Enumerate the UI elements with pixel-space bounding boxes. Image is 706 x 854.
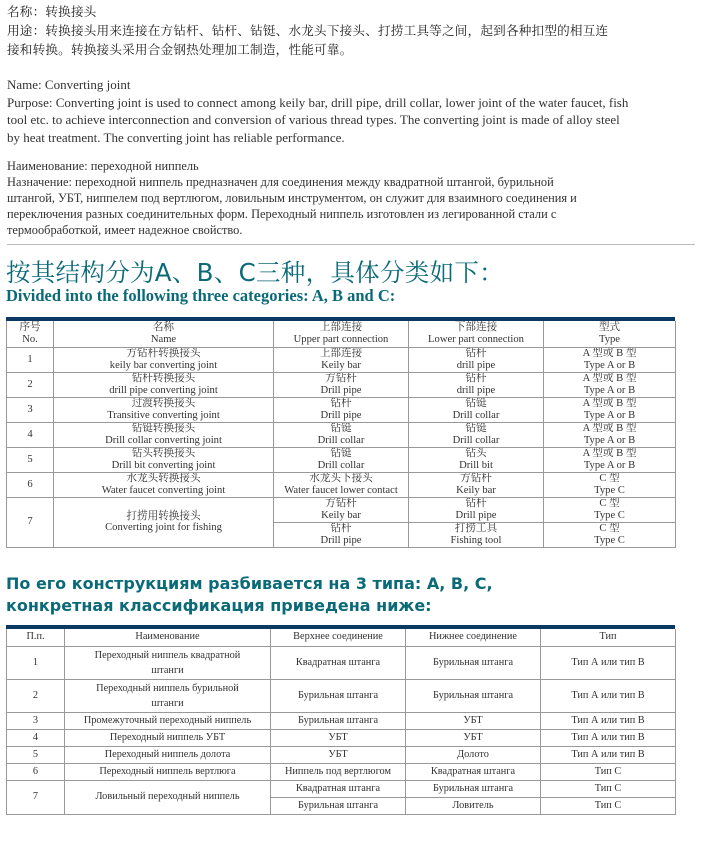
russian-description [7,158,699,238]
cell-lower: 打捞工具 Fishing tool [409,522,544,547]
cell-type: A 型或 B 型 Type A or B [544,397,676,422]
cell-name: 钻杆转换接头 drill pipe converting joint [54,372,274,397]
table-header-row [7,629,676,646]
cell-lower: Бурильная штанга [406,679,541,712]
russian-purpose-line: штангой, УБТ, ниппелем под вертлюгом, ловильным инструментом, он служит для взаимного соединения и [7,191,577,205]
cell-type: C 型 Type C [544,522,676,547]
cell-type: C 型 Type C [544,472,676,497]
cell-name: Промежуточный переходный ниппель [65,712,271,729]
cell-type: Тип А или тип В [541,746,676,763]
cell-no: 6 [7,472,54,497]
cell-upper: 钻杆 Drill pipe [274,522,409,547]
cell-lower: Бурильная штанга [406,780,541,797]
cell-upper: 方钻杆 Drill pipe [274,372,409,397]
table-row [7,447,676,472]
cell-type: Тип А или тип В [541,646,676,679]
russian-purpose-line: переключения разных соединительных форм. Переходный ниппель изготовлен из легированной стали с [7,207,557,221]
header-lower: Нижнее соединение [406,629,541,646]
table-header-row [7,321,676,347]
cell-no: 3 [7,397,54,422]
cell-lower: Бурильная штанга [406,646,541,679]
cell-name: Переходный ниппель вертлюга [65,763,271,780]
header-lower: 下部连接 Lower part connection [409,321,544,347]
cell-upper: Бурильная штанга [271,679,406,712]
cell-name: 钻头转换接头 Drill bit converting joint [54,447,274,472]
cell-upper: УБТ [271,746,406,763]
cell-upper: 钻铤 Drill collar [274,422,409,447]
cell-lower: 钻杆 drill pipe [409,372,544,397]
cell-name: 钻铤转换接头 Drill collar converting joint [54,422,274,447]
english-purpose-line: Purpose: Converting joint is used to connect among keily bar, drill pipe, drill collar, lower joint of the water faucet, fish [7,94,629,110]
cell-lower: 钻杆 Drill pipe [409,497,544,522]
heading-english: Divided into the following three categories: A, B and C: [6,286,396,305]
header-name: 名称 Name [54,321,274,347]
table-row [7,372,676,397]
cell-lower: 钻铤 Drill collar [409,397,544,422]
cell-no: 7 [7,780,65,814]
cell-upper: 上部连接 Keily bar [274,347,409,372]
table-row [7,646,676,679]
cell-type: A 型或 B 型 Type A or B [544,422,676,447]
cell-upper: 方钻杆 Keily bar [274,497,409,522]
table-row [7,780,676,797]
cell-lower: УБТ [406,729,541,746]
cell-lower: 钻铤 Drill collar [409,422,544,447]
header-upper: 上部连接 Upper part connection [274,321,409,347]
cell-lower: Долото [406,746,541,763]
russian-purpose-line: Назначение: переходной ниппель предназначен для соединения между квадратной штангой, бурильной [7,175,554,189]
cell-upper: Бурильная штанга [271,797,406,814]
english-purpose-line: by heat treatment. The converting joint has reliable performance. [7,129,345,145]
cell-upper: Бурильная штанга [271,712,406,729]
cell-upper: УБТ [271,729,406,746]
heading-russian: конкретная классификация приведена ниже: [6,596,432,615]
cell-no: 4 [7,422,54,447]
header-no: 序号 No. [7,321,54,347]
cell-name: Переходный ниппель бурильной штанги [65,679,271,712]
table-row [7,746,676,763]
cell-type: A 型或 B 型 Type A or B [544,447,676,472]
cell-type: Тип А или тип В [541,729,676,746]
cell-lower: 钻杆 drill pipe [409,347,544,372]
heading-chinese: 按其结构分为A、B、C三种，具体分类如下： [6,258,504,287]
cell-upper: Ниппель под вертлюгом [271,763,406,780]
english-purpose-line: tool etc. to achieve interconnection and conversion of various thread types. The converting joint is made of alloy steel [7,112,620,127]
cell-name: 水龙头转换接头 Water faucet converting joint [54,472,274,497]
table-row [7,712,676,729]
table-row [7,763,676,780]
cell-name: Переходный ниппель УБТ [65,729,271,746]
cell-upper: Квадратная штанга [271,646,406,679]
cell-type: Тип А или тип В [541,712,676,729]
cell-type: Тип С [541,780,676,797]
cell-type: A 型或 B 型 Type A or B [544,347,676,372]
table-row [7,422,676,447]
cell-no: 2 [7,679,65,712]
cell-type: C 型 Type C [544,497,676,522]
chinese-name-line: 名称：转换接头 [7,4,97,19]
cell-no: 1 [7,347,54,372]
cell-name: Переходный ниппель долота [65,746,271,763]
cell-no: 6 [7,763,65,780]
cell-upper: Квадратная штанга [271,780,406,797]
header-upper: Верхнее соединение [271,629,406,646]
table-row [7,347,676,372]
cell-type: Тип А или тип В [541,679,676,712]
cell-lower: Ловитель [406,797,541,814]
chinese-purpose-line: 用途：转换接头用来连接在方钻杆、钻杆、钻铤、水龙头下接头、打捞工具等之间，起到各种扣型的相互连 [7,23,609,38]
table-row [7,472,676,497]
classification-table-ru [6,629,676,815]
english-description [7,76,699,146]
chinese-purpose-line: 接和转换。转换接头采用合金钢热处理加工制造，性能可靠。 [7,42,353,57]
cell-no: 3 [7,712,65,729]
cell-no: 4 [7,729,65,746]
table-row [7,497,676,522]
cell-type: A 型或 B 型 Type A or B [544,372,676,397]
cell-type: Тип С [541,797,676,814]
header-type: Тип [541,629,676,646]
chinese-description [7,2,699,59]
header-name: Наименование [65,629,271,646]
table-row [7,729,676,746]
cell-name: 打捞用转换接头 Converting joint for fishing [54,497,274,547]
cell-upper: 钻杆 Drill pipe [274,397,409,422]
cell-type: Тип С [541,763,676,780]
cell-name: 过渡转换接头 Transitive converting joint [54,397,274,422]
cell-lower: 钻头 Drill bit [409,447,544,472]
cell-lower: 方钻杆 Keily bar [409,472,544,497]
cell-name: Переходный ниппель квадратной штанги [65,646,271,679]
cell-no: 5 [7,746,65,763]
cell-upper: 钻铤 Drill collar [274,447,409,472]
section-divider [7,244,695,245]
cell-name: Ловильный переходный ниппель [65,780,271,814]
header-no: П.п. [7,629,65,646]
cell-name: 方钻杆转换接头 keily bar converting joint [54,347,274,372]
russian-name-line: Наименование: переходной ниппель [7,159,199,173]
cell-no: 7 [7,497,54,547]
russian-purpose-line: термообработкой, имеет надежное свойство. [7,223,243,237]
cell-lower: Квадратная штанга [406,763,541,780]
cell-upper: 水龙头下接头 Water faucet lower contact [274,472,409,497]
classification-table-cn-en [6,321,676,548]
table-row [7,679,676,712]
table-row [7,397,676,422]
cell-no: 1 [7,646,65,679]
heading-russian: По его конструкциям разбивается на 3 типа: А, В, С, [6,574,493,593]
english-name-line: Name: Converting joint [7,77,131,92]
cell-lower: УБТ [406,712,541,729]
header-type: 型式 Type [544,321,676,347]
cell-no: 5 [7,447,54,472]
cell-no: 2 [7,372,54,397]
